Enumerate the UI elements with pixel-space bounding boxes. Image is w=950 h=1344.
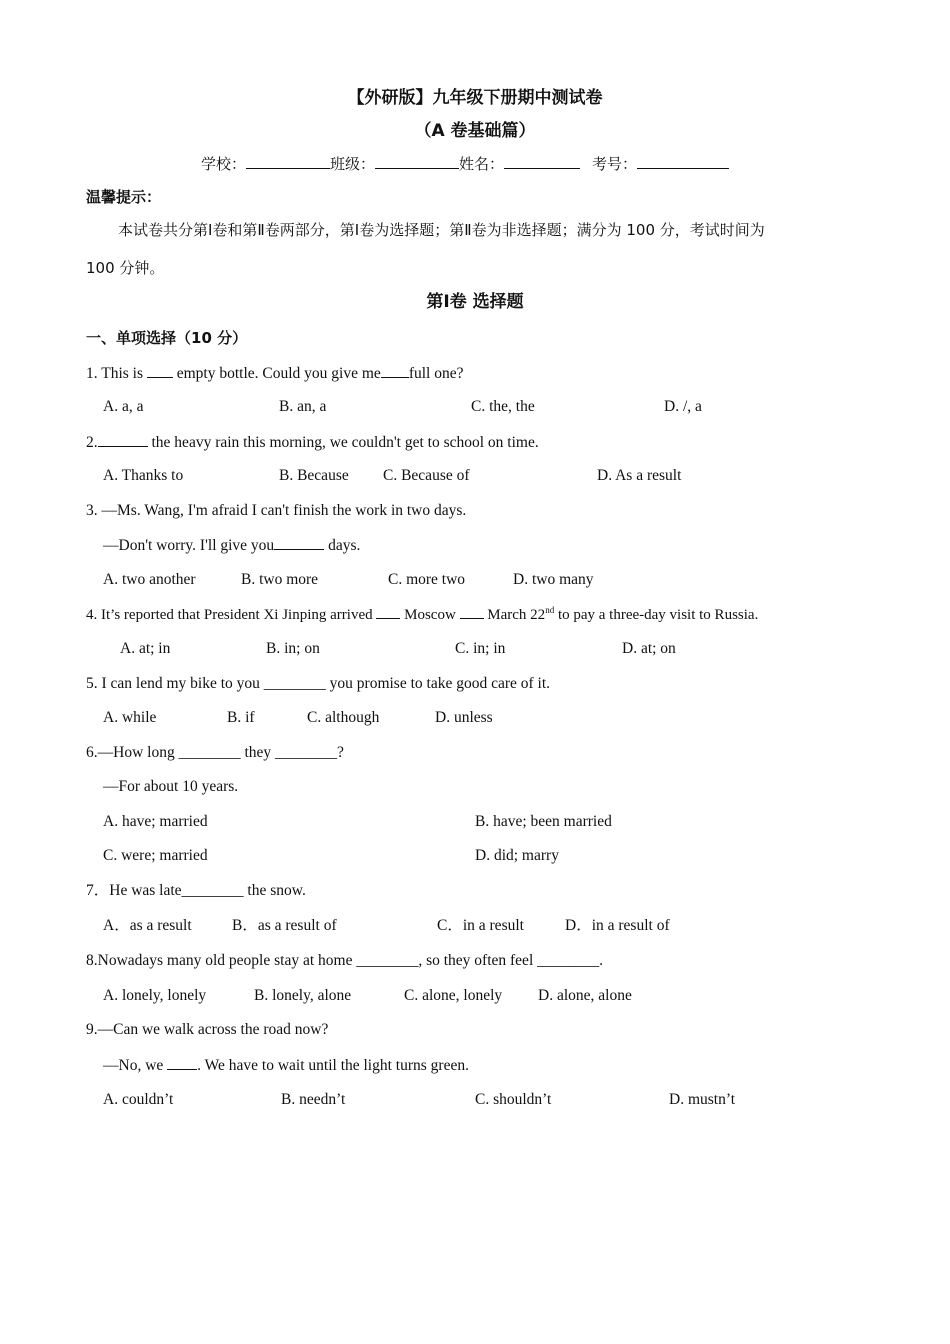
option-4b: B. in; on [266,640,320,657]
option-1b: B. an, a [279,398,327,415]
option-5b: B. if [227,709,255,726]
option-6c: C. were; married [103,847,208,864]
exam-number-label: 考号： [592,155,638,173]
question-6-stem: 6.—How long ________ they ________? [86,744,344,761]
option-3a: A. two another [103,571,196,588]
question-5-stem: 5. I can lend my bike to you ________ you promise to take good care of it. [86,675,551,692]
exam-subtitle: （A 卷基础篇） [414,121,536,141]
option-1d: D. /, a [664,398,702,415]
option-8a: A. lonely, lonely [103,987,207,1004]
option-4c: C. in; in [455,640,506,657]
question-6-reply: —For about 10 years. [103,778,239,795]
option-1a: A. a, a [103,398,144,415]
option-6b: B. have; been married [475,813,612,830]
option-4a: A. at; in [120,640,171,657]
option-3c: C. more two [388,571,466,588]
exam-number-blank [637,154,729,169]
info-fields [201,154,729,174]
option-2a: A. Thanks to [103,467,184,484]
part-1-title: 第Ⅰ卷 选择题 [426,292,524,312]
option-4d: D. at; on [622,640,676,657]
option-3d: D. two many [513,571,594,588]
notice-label: 温馨提示： [86,188,162,206]
name-label: 姓名： [459,155,505,173]
option-7d: D．in a result of [565,917,670,934]
question-3-stem: 3. —Ms. Wang, I'm afraid I can't finish the work in two days. [86,502,467,519]
option-5a: A. while [103,709,157,726]
school-label: 学校： [201,155,247,173]
school-blank [246,154,330,169]
option-2b: B. Because [279,467,349,484]
option-8b: B. lonely, alone [254,987,352,1004]
option-3b: B. two more [241,571,319,588]
option-8c: C. alone, lonely [404,987,503,1004]
option-2d: D. As a result [597,467,682,484]
option-7a: A．as a result [103,917,192,934]
exam-title: 【外研版】九年级下册期中测试卷 [347,88,603,108]
notice-line-2: 100 分钟。 [86,259,165,277]
option-9c: C. shouldn’t [475,1091,552,1108]
option-6a: A. have; married [103,813,208,830]
option-1c: C. the, the [471,398,535,415]
option-5d: D. unless [435,709,493,726]
option-8d: D. alone, alone [538,987,632,1004]
question-3-reply: —Don't worry. I'll give you days. [103,537,361,554]
question-2-stem: 2. the heavy rain this morning, we couldn't get to school on time. [86,434,539,451]
option-9a: A. couldn’t [103,1091,174,1108]
name-blank [504,154,580,169]
section-title: 一、单项选择（10 分） [86,329,248,347]
class-label: 班级： [330,155,376,173]
option-5c: C. although [307,709,380,726]
option-7c: C．in a result [437,917,524,934]
option-9b: B. needn’t [281,1091,346,1108]
option-7b: B．as a result of [232,917,337,934]
question-7-stem: 7．He was late________ the snow. [86,882,306,899]
question-9-reply: —No, we . We have to wait until the light turns green. [103,1057,469,1074]
question-8-stem: 8.Nowadays many old people stay at home ________, so they often feel ________. [86,952,603,969]
question-4-stem: 4. It’s reported that President Xi Jinping arrived Moscow March 22nd to pay a three-day visit to Russia. [86,605,759,623]
option-9d: D. mustn’t [669,1091,736,1108]
question-1-stem: 1. This is empty bottle. Could you give me full one? [86,365,464,382]
question-9-stem: 9.—Can we walk across the road now? [86,1021,329,1038]
option-6d: D. did; marry [475,847,559,864]
class-blank [375,154,459,169]
option-2c: C. Because of [383,467,470,484]
notice-line-1: 本试卷共分第Ⅰ卷和第Ⅱ卷两部分，第Ⅰ卷为选择题；第Ⅱ卷为非选择题；满分为 100 分，考试时间为 [118,221,765,239]
